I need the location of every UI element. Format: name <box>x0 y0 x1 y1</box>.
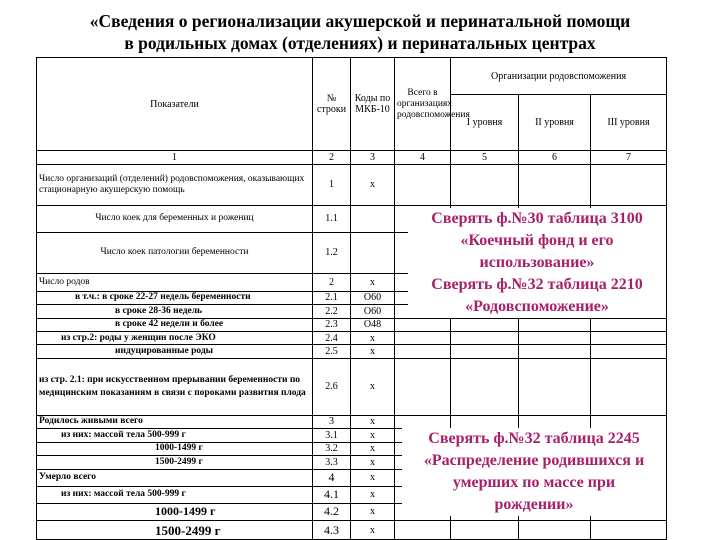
data-cell-level-3 <box>591 164 667 205</box>
table-row <box>37 358 667 415</box>
row-code: х <box>351 456 395 469</box>
col-number: 6 <box>519 151 591 164</box>
data-cell-level-1 <box>451 332 519 345</box>
row-code: х <box>351 345 395 358</box>
page-title-line-1: «Сведения о регионализации акушерской и перинатальной помощи <box>89 11 631 31</box>
row-number: 1.1 <box>313 205 351 232</box>
row-label: Родилось живыми всего <box>37 415 313 428</box>
row-label: из них: массой тела 500-999 г <box>37 487 313 504</box>
col-number: 5 <box>451 151 519 164</box>
row-label: Умерло всего <box>37 469 313 487</box>
note-line: Сверять ф.№30 таблица 3100 <box>431 210 643 227</box>
header-level-3: III уровня <box>591 95 667 151</box>
data-cell-level-1 <box>451 415 519 428</box>
row-label: 1500-2499 г <box>37 521 313 540</box>
row-number: 1.2 <box>313 232 351 273</box>
table-row <box>37 415 667 428</box>
column-number-row <box>37 151 667 164</box>
row-number: 2.5 <box>313 345 351 358</box>
col-number: 7 <box>591 151 667 164</box>
row-number: 4.3 <box>313 521 351 540</box>
row-label: Число организаций (отделений) родовспоможения, оказывающих стационарную акушерскую помощь <box>37 164 313 205</box>
data-cell-level-2 <box>519 345 591 358</box>
row-number: 2.4 <box>313 332 351 345</box>
note-line: рождении» <box>494 496 574 513</box>
table-row <box>37 164 667 205</box>
data-cell-level-3 <box>591 521 667 540</box>
header-icd-codes: Коды по МКБ-10 <box>351 58 395 151</box>
page-title <box>0 10 720 54</box>
col-number: 3 <box>351 151 395 164</box>
col-number: 4 <box>395 151 451 164</box>
row-label: из них: массой тела 500-999 г <box>37 429 313 442</box>
row-number: 3.3 <box>313 456 351 469</box>
header-total-orgs: Всего в организациях родовспоможения <box>395 58 451 151</box>
data-cell-level-2 <box>519 358 591 415</box>
note-line: умерших по массе при <box>452 474 616 491</box>
table-row <box>37 345 667 358</box>
row-label: Число коек для беременных и рожениц <box>37 205 313 232</box>
data-cell-level-3 <box>591 318 667 331</box>
row-label: 1000-1499 г <box>37 503 313 521</box>
data-cell-total <box>395 521 451 540</box>
row-code: О60 <box>351 305 395 318</box>
note-line: «Коечный фонд и его <box>460 232 614 249</box>
row-number: 4.1 <box>313 487 351 504</box>
row-code: х <box>351 332 395 345</box>
row-label: Число родов <box>37 274 313 292</box>
header-level-2: II уровня <box>519 95 591 151</box>
row-code <box>351 232 395 273</box>
data-cell-level-1 <box>451 358 519 415</box>
row-code: х <box>351 429 395 442</box>
row-label: в сроке 28-36 недель <box>37 305 313 318</box>
row-code: х <box>351 521 395 540</box>
data-cell-level-3 <box>591 358 667 415</box>
row-number: 2.3 <box>313 318 351 331</box>
row-label: Число коек патологии беременности <box>37 232 313 273</box>
note-line: использование» <box>479 254 595 271</box>
row-code: О60 <box>351 291 395 304</box>
row-number: 2 <box>313 274 351 292</box>
row-number: 3 <box>313 415 351 428</box>
data-cell-level-3 <box>591 345 667 358</box>
row-number: 2.6 <box>313 358 351 415</box>
row-number: 3.2 <box>313 442 351 455</box>
row-label: 1500-2499 г <box>37 456 313 469</box>
data-cell-level-3 <box>591 332 667 345</box>
row-number: 4.2 <box>313 503 351 521</box>
row-number: 4 <box>313 469 351 487</box>
data-cell-level-2 <box>519 521 591 540</box>
row-number: 3.1 <box>313 429 351 442</box>
crosscheck-note-beds-and-births <box>408 208 666 318</box>
data-cell-level-1 <box>451 521 519 540</box>
note-line: «Распределение родившихся и <box>423 452 645 469</box>
row-label: в т.ч.: в сроке 22-27 недель беременности <box>37 291 313 304</box>
data-cell-level-1 <box>451 164 519 205</box>
data-cell-level-2 <box>519 415 591 428</box>
row-code: х <box>351 503 395 521</box>
table-row <box>37 318 667 331</box>
data-cell-level-2 <box>519 318 591 331</box>
data-cell-total <box>395 358 451 415</box>
row-code: х <box>351 415 395 428</box>
data-cell-level-3 <box>591 415 667 428</box>
row-label: в сроке 42 недели и более <box>37 318 313 331</box>
table-row <box>37 332 667 345</box>
row-code: х <box>351 358 395 415</box>
data-cell-total <box>395 318 451 331</box>
header-level-1: I уровня <box>451 95 519 151</box>
row-label: из стр. 2.1: при искусственном прерывании беременности по медицинским показаниям в связи с пороками развития плода <box>37 358 313 415</box>
note-line: «Родовспоможение» <box>465 298 609 315</box>
note-line: Сверять ф.№32 таблица 2210 <box>431 276 643 293</box>
crosscheck-note-weight-distribution <box>402 428 666 516</box>
row-code: х <box>351 274 395 292</box>
row-number: 2.1 <box>313 291 351 304</box>
row-label: индуцированные роды <box>37 345 313 358</box>
row-code: х <box>351 487 395 504</box>
row-number: 1 <box>313 164 351 205</box>
data-cell-total <box>395 164 451 205</box>
data-cell-total <box>395 332 451 345</box>
row-code: х <box>351 442 395 455</box>
row-code: х <box>351 469 395 487</box>
row-label: из стр.2: роды у женщин после ЭКО <box>37 332 313 345</box>
row-label: 1000-1499 г <box>37 442 313 455</box>
header-indicators: Показатели <box>37 58 313 151</box>
data-cell-level-2 <box>519 332 591 345</box>
row-code <box>351 205 395 232</box>
data-cell-total <box>395 345 451 358</box>
row-code: х <box>351 164 395 205</box>
header-row-number: № строки <box>313 58 351 151</box>
row-number: 2.2 <box>313 305 351 318</box>
row-code: О48 <box>351 318 395 331</box>
data-cell-level-1 <box>451 318 519 331</box>
table-row <box>37 521 667 540</box>
col-number: 1 <box>37 151 313 164</box>
data-cell-total <box>395 415 451 428</box>
col-number: 2 <box>313 151 351 164</box>
data-cell-level-1 <box>451 345 519 358</box>
data-cell-level-2 <box>519 164 591 205</box>
note-line: Сверять ф.№32 таблица 2245 <box>428 430 640 447</box>
header-org-group: Организации родовспоможения <box>451 58 667 95</box>
page-title-line-2: в родильных домах (отделениях) и перинатальных центрах <box>124 33 596 53</box>
header-row-1 <box>37 58 667 95</box>
